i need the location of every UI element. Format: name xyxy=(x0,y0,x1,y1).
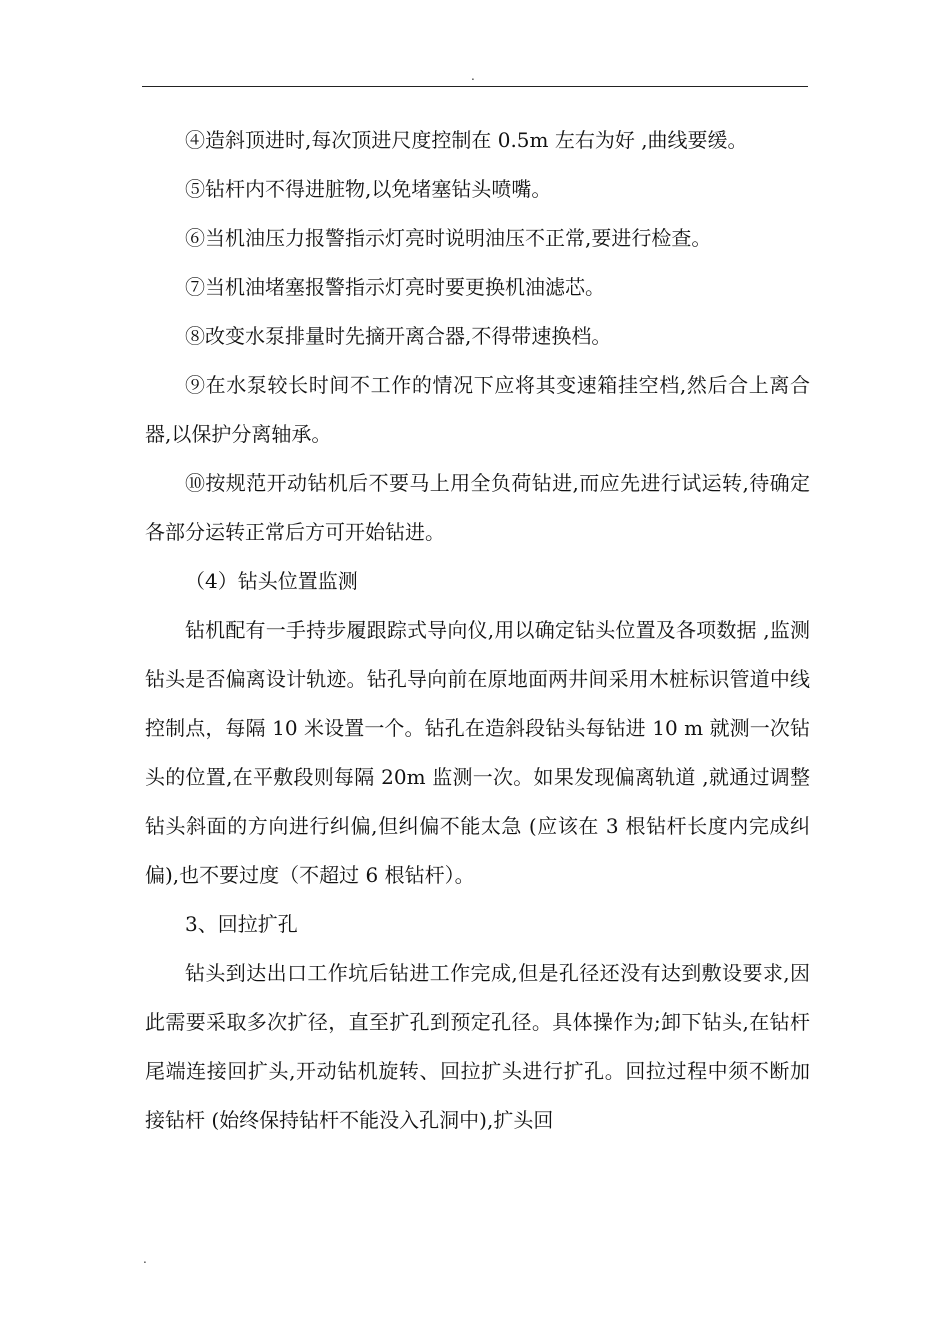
header-rule xyxy=(142,86,808,87)
section-heading-drill-position: （4）钻头位置监测 xyxy=(185,569,358,593)
paragraph-item-7: ⑦当机油堵塞报警指示灯亮时要更换机油滤芯。 xyxy=(185,275,605,299)
paragraph-back-reaming: 钻头到达出口工作坑后钻进工作完成,但是孔径还没有达到敷设要求,因此需要采取多次扩径，直至扩孔到预定孔径。具体操作为;卸下钻头,在钻杆尾端连接回扩头,开动钻机旋转、回拉扩头进行扩孔。回拉过程中须不断加接钻杆 (始终保持钻杆不能没入孔洞中),扩头回 xyxy=(145,961,810,1132)
paragraph-item-8: ⑧改变水泵排量时先摘开离合器,不得带速换档。 xyxy=(185,324,612,348)
paragraph-item-6: ⑥当机油压力报警指示灯亮时说明油压不正常,要进行检查。 xyxy=(185,226,712,250)
footer-dot: . xyxy=(143,1252,147,1266)
paragraph-item-9: ⑨在水泵较长时间不工作的情况下应将其变速箱挂空档,然后合上离合器,以保护分离轴承。 xyxy=(145,373,810,446)
header-dot: . xyxy=(471,69,475,83)
paragraph-drill-monitoring: 钻机配有一手持步履跟踪式导向仪,用以确定钻头位置及各项数据 ,监测钻头是否偏离设计轨迹。钻孔导向前在原地面两井间采用木桩标识管道中线控制点，每隔 10 米设置一个。钻孔在造斜段钻头每钻进 10 m 就测一次钻头的位置,在平敷段则每隔 20m 监测一次。如果发现偏离轨道 ,就通过调整钻头斜面的方向进行纠偏,但纠偏不能太急 (应该在 3 根钻杆长度内完成纠偏),也不要过度（不超过 6 根钻杆）。 xyxy=(145,618,810,887)
paragraph-item-5: ⑤钻杆内不得进脏物,以免堵塞钻头喷嘴。 xyxy=(185,177,552,201)
section-heading-back-reaming: 3、回拉扩孔 xyxy=(185,912,298,936)
paragraph-item-10: ⑩按规范开动钻机后不要马上用全负荷钻进,而应先进行试运转,待确定各部分运转正常后方可开始钻进。 xyxy=(145,471,810,544)
paragraph-item-4: ④造斜顶进时,每次顶进尺度控制在 0.5m 左右为好 ,曲线要缓。 xyxy=(185,128,748,152)
document-body xyxy=(145,116,810,1145)
